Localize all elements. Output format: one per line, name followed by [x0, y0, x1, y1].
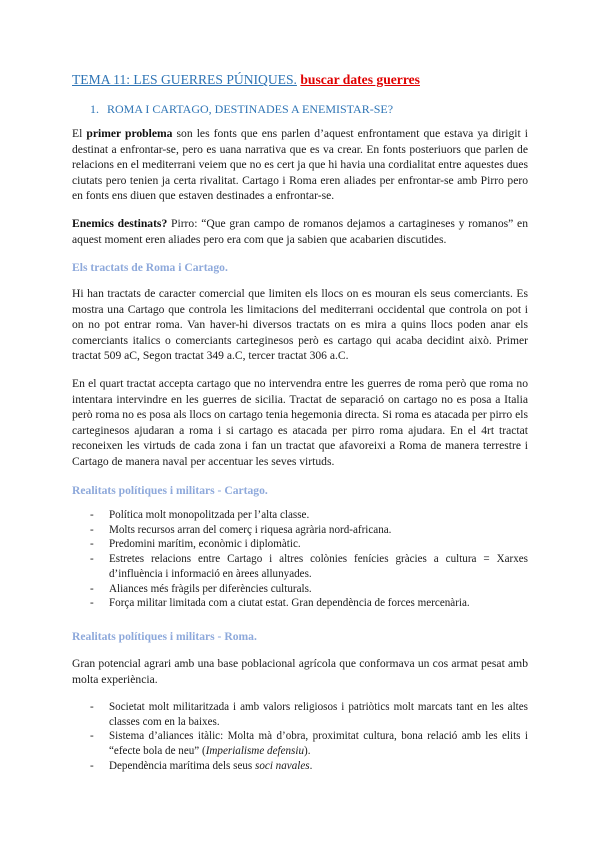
list-item: - Estretes relacions entre Cartago i altres colònies fenícies gràcies a cultura = Xarxes d’influència i informació en àrees allunyades. — [90, 552, 528, 581]
page-title — [72, 72, 528, 88]
list-cartago — [90, 508, 528, 611]
list-item-text: Dependència marítima dels seus — [109, 759, 256, 772]
paragraph-enemics-destinats — [72, 216, 528, 247]
list-item — [90, 759, 528, 774]
list-roma — [90, 700, 528, 774]
section-heading-text: ROMA I CARTAGO, DESTINADES A ENEMISTAR-SE? — [107, 102, 394, 116]
subheading-tractats: Els tractats de Roma i Cartago. — [72, 261, 228, 274]
list-item: - Societat molt militaritzada i amb valors religiosos i patriòtics molt marcats tant en les altes classes com en la baixes. — [90, 700, 528, 729]
list-item-italic: Imperialisme defensiu — [205, 745, 304, 758]
subheading-roma: Realitats polítiques i militars - Roma. — [72, 630, 257, 643]
subheading-cartago: Realitats polítiques i militars - Cartago. — [72, 484, 268, 497]
list-item-text: ). — [304, 745, 311, 758]
p1-text: son les fonts que ens parlen d’aquest enfrontament que estava ya dirigit i destinat a enfrontar-se, pero es uana narrativa que es va crear. En fonts posteriuors que parlen de relacions en el mediterrani veiem que no es cert ja que hi havia una cordialitat entre aquestes dues ciutats pero tenien ja certa rivalitat. Cartago i Roma eren aliades per enfrontar-se amb Pirro pero en fonts ens diuen que estaven destinades a enfrontar-se. — [72, 127, 528, 202]
section-heading-1 — [90, 102, 393, 117]
paragraph-roma: Gran potencial agrari amb una base poblacional agrícola que conformava un cos armat pesat amb molta experiència. — [72, 657, 528, 686]
p1-prefix: El — [72, 127, 87, 140]
paragraph-tractats: Hi han tractats de caracter comercial que limiten els llocs on es mouran els seus comerciants. Es mostra una Cartago que controla les limitacions del mediterrani occidental que controla on pot i on no pot entrar roma. Van haver-hi diversos tractats on es mira a quins llocs poden anar els comerciants italics o comerciants carteginesos però es cartago qui acaba decidint això. Primer tractat 509 aC, Segon tractat 349 a.C, tercer tractat 306 a.C. — [72, 287, 528, 362]
list-item: - Predomini marítim, econòmic i diplomàtic. — [90, 537, 528, 552]
list-item-italic: soci navales — [255, 759, 310, 772]
list-item: - Força militar limitada com a ciutat estat. Gran dependència de forces mercenària. — [90, 596, 528, 611]
section-number: 1. — [90, 102, 99, 116]
list-item-text: . — [309, 759, 313, 772]
paragraph-primer-problema — [72, 126, 528, 204]
list-item: - Política molt monopolitzada per l’alta classe. — [90, 508, 528, 523]
list-item — [90, 729, 528, 758]
list-item: - Aliances més fràgils per diferències culturals. — [90, 582, 528, 597]
p2-text: Pirro: “Que gran campo de romanos dejamos a cartagineses y romanos” en aquest moment eren aliades pero era com que ja sabien que acabarien discutides. — [72, 217, 528, 246]
list-item: - Molts recursos arran del comerç i riquesa agrària nord-africana. — [90, 523, 528, 538]
title-main: TEMA 11: LES GUERRES PÚNIQUES. — [72, 72, 297, 87]
p2-bold: Enemics destinats? — [72, 217, 168, 230]
paragraph-quart-tractat: En el quart tractat accepta cartago que no intervendra entre les guerres de roma però que roma no intentara intervindre en les guerres de sicilia. Tractat de separació on cartago no es posa a Italia però roma no es posa als llocs on cartago tenia hegemonia directa. Si roma es atacada per pirro els carteginesos ajudaran a roma i si cartago es atacada per pirro roma ajudara. En el 4rt tractat reconeixen les virtuds de cada zona i fan un tractat que afavoreixi a Roma de manera terrestre i Cartago de manera naval per accentuar les seves virtuds. — [72, 377, 528, 468]
title-note-link[interactable]: buscar dates guerres — [300, 72, 420, 87]
p1-bold: primer problema — [86, 127, 173, 140]
list-item-text: Sistema d’aliances itàlic: Molta mà d’obra, proximitat cultura, bona relació amb les elits i “efecte bola de neu” ( — [109, 730, 528, 758]
